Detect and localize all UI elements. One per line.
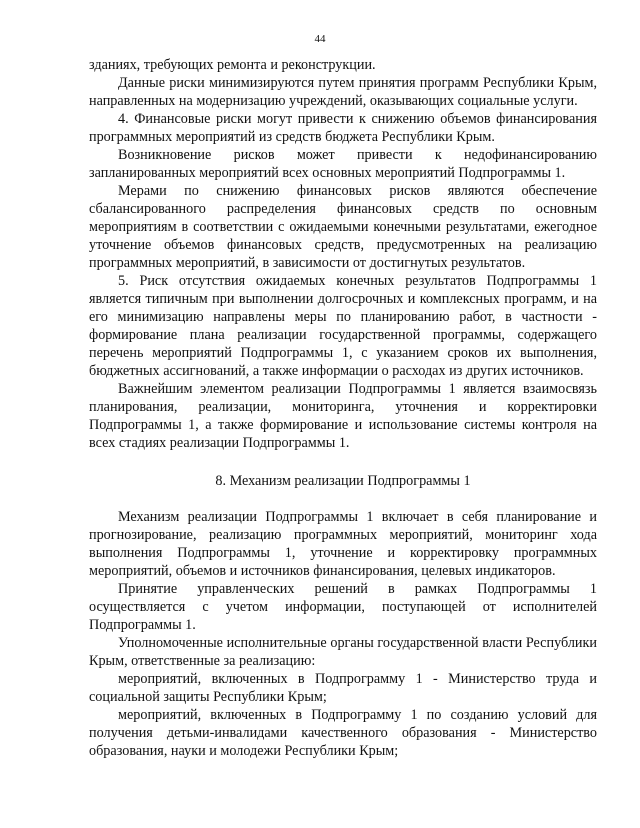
paragraph-continuation: зданиях, требующих ремонта и реконструкции. bbox=[89, 57, 376, 73]
document-body bbox=[89, 56, 597, 760]
paragraph-management-decisions: Принятие управленческих решений в рамках Подпрограммы 1 осуществляется с учетом информации, поступающей от исполнителей Подпрограммы 1. bbox=[89, 581, 597, 633]
section-heading: 8. Механизм реализации Подпрограммы 1 bbox=[215, 473, 471, 489]
paragraph-key-element: Важнейшим элементом реализации Подпрограммы 1 является взаимосвязь планирования, реализации, мониторинга, уточнения и корректировки Подпрограммы 1, а также формирование и использование системы контроля на всех стадиях реализации Подпрограммы 1. bbox=[89, 381, 597, 451]
paragraph-mechanism: Механизм реализации Подпрограммы 1 включает в себя планирование и прогнозирование, реализацию программных мероприятий, мониторинг хода выполнения Подпрограммы 1, уточнение и корректировку программных мероприятий, объемов и источников финансирования, целевых индикаторов. bbox=[89, 509, 597, 579]
paragraph-ministry-labor: мероприятий, включенных в Подпрограмму 1 - Министерство труда и социальной защиты Республики Крым; bbox=[89, 671, 597, 705]
paragraph-ministry-education: мероприятий, включенных в Подпрограмму 1 по созданию условий для получения детьми-инвалидами качественного образования - Министерство образования, науки и молодежи Республики Крым; bbox=[89, 707, 597, 759]
page-number: 44 bbox=[314, 33, 326, 45]
paragraph-financial-measures: Мерами по снижению финансовых рисков являются обеспечение сбалансированного распределения финансовых средств по основным мероприятиям в соответствии с ожидаемыми конечными результатами, ежегодное уточнение объемов финансовых средств, предусмотренных на реализацию программных мероприятий, в зависимости от достигнутых результатов. bbox=[89, 183, 597, 271]
paragraph-authorized-bodies: Уполномоченные исполнительные органы государственной власти Республики Крым, ответственные за реализацию: bbox=[89, 635, 597, 669]
paragraph-results-risk: 5. Риск отсутствия ожидаемых конечных результатов Подпрограммы 1 является типичным при выполнении долгосрочных и комплексных программ, и на его минимизацию направлены меры по планированию работ, в частности - формирование плана реализации государственной программы, содержащего перечень мероприятий Подпрограммы 1, с указанием сроков их выполнения, бюджетных ассигнований, а также информации о расходах из других источников. bbox=[89, 273, 597, 379]
paragraph-risk-minimization: Данные риски минимизируются путем принятия программ Республики Крым, направленных на модернизацию учреждений, оказывающих социальные услуги. bbox=[89, 75, 597, 109]
paragraph-financial-risks: 4. Финансовые риски могут привести к снижению объемов финансирования программных мероприятий из средств бюджета Республики Крым. bbox=[89, 111, 597, 145]
paragraph-underfunding: Возникновение рисков может привести к недофинансированию запланированных мероприятий всех основных мероприятий Подпрограммы 1. bbox=[89, 147, 597, 181]
